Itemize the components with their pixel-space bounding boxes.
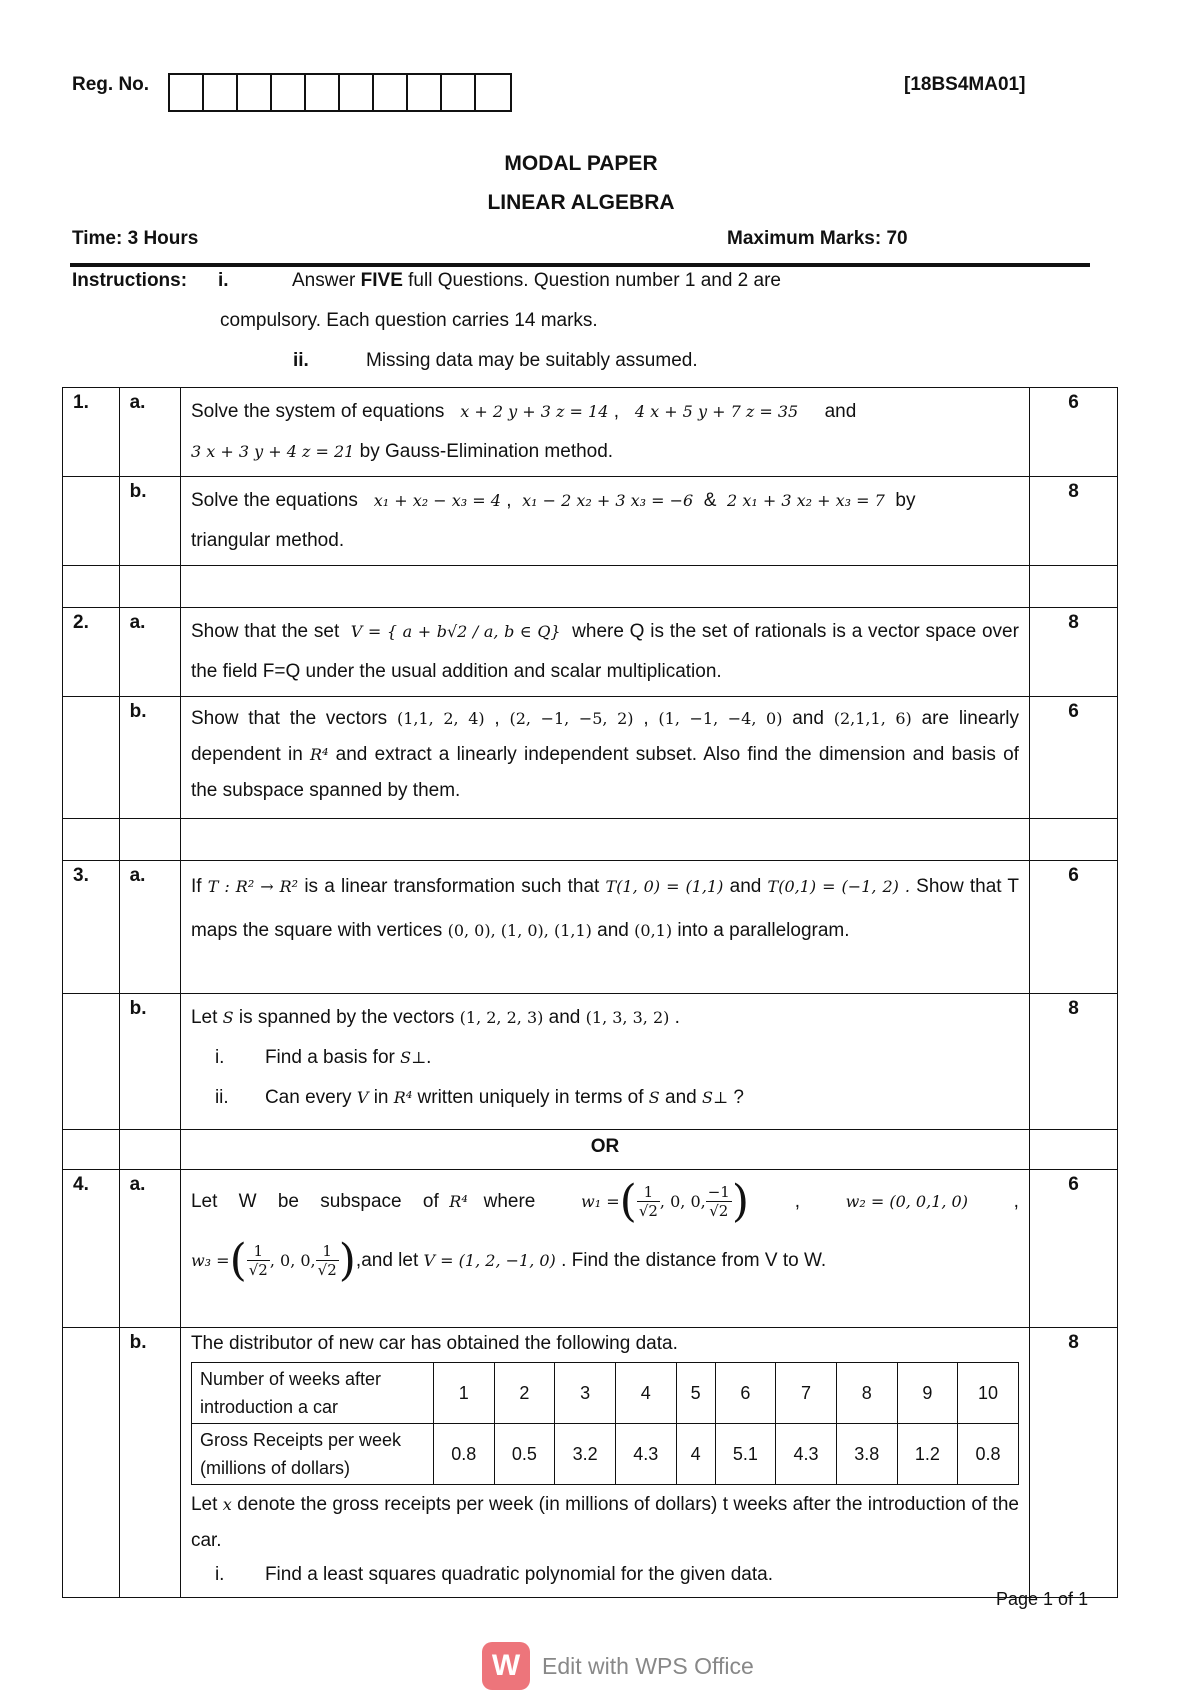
- table-row: [63, 566, 1118, 608]
- table-cell: 3: [555, 1363, 616, 1424]
- question-1b-text: Solve the equations x₁ + x₂ − x₃ = 4 , x₁ − 2 x₂ + 3 x₃ = −6 & 2 x₁ + 3 x₂ + x₃ = 7 by triangular method.: [180, 477, 1029, 566]
- question-4a-text: Let W be subspace of R⁴ where w₁ = ( $\frac{1}{√2}$ , 0, 0, $\frac{-1}{√2}$ ) , w₂ = (0, 0,1, 0) , w₃ = ( $\frac{1}{√2}$ , 0, 0, $\frac{1}{√2}$ ) ,and let V = (1, 2, −1, 0) . Find the distance from V to W.: [180, 1170, 1029, 1328]
- table-row: [63, 994, 1118, 1130]
- table-row: [63, 819, 1118, 861]
- list-item: i. Find a least squares quadratic polynomial for the given data.: [214, 1564, 773, 1585]
- question-number: 3.: [63, 861, 120, 994]
- paper-title: MODAL PAPER: [504, 152, 658, 175]
- table-cell: 6: [715, 1363, 776, 1424]
- row-header: Number of weeks after introduction a car: [191, 1363, 433, 1424]
- table-cell: 0.5: [494, 1424, 555, 1485]
- page-number: Page 1 of 1: [996, 1589, 1089, 1609]
- question-marks: 8: [1029, 608, 1117, 697]
- wps-logo-icon: W: [482, 1642, 530, 1690]
- table-row: [63, 1170, 1118, 1328]
- reg-no-digit-box[interactable]: [340, 75, 374, 110]
- questions-table: [62, 387, 1118, 1598]
- table-cell: 1: [433, 1363, 494, 1424]
- wps-watermark[interactable]: [482, 1642, 754, 1690]
- reg-no-digit-box[interactable]: [238, 75, 272, 110]
- question-part: b.: [119, 1328, 180, 1598]
- question-part: a.: [119, 1170, 180, 1328]
- table-cell: 3.8: [836, 1424, 897, 1485]
- question-part: a.: [119, 861, 180, 994]
- question-number: 4.: [63, 1170, 120, 1328]
- or-separator: OR: [180, 1130, 1029, 1170]
- question-marks: 8: [1029, 994, 1117, 1130]
- table-cell: 4.3: [615, 1424, 676, 1485]
- reg-no-boxes[interactable]: [168, 73, 512, 112]
- wps-edit-link: Edit with WPS Office: [542, 1652, 754, 1679]
- question-number: 2.: [63, 608, 120, 697]
- table-row: [63, 388, 1118, 477]
- table-cell: 7: [776, 1363, 837, 1424]
- table-cell: 4: [615, 1363, 676, 1424]
- question-part: a.: [119, 608, 180, 697]
- instruction-i-number: i.: [218, 270, 229, 291]
- table-cell: 0.8: [433, 1424, 494, 1485]
- reg-no-label: Reg. No.: [72, 74, 150, 95]
- table-cell: 8: [836, 1363, 897, 1424]
- table-cell: 5: [676, 1363, 715, 1424]
- reg-no-digit-box[interactable]: [374, 75, 408, 110]
- table-cell: 0.8: [958, 1424, 1019, 1485]
- table-cell: 10: [958, 1363, 1019, 1424]
- reg-no-digit-box[interactable]: [306, 75, 340, 110]
- question-3b-text: Let S is spanned by the vectors (1, 2, 2, 3) and (1, 3, 3, 2) . i. Find a basis for S⊥. ii. Can every V in R⁴ written uniquely in terms of S and S⊥ ?: [180, 994, 1029, 1130]
- list-item: ii. Can every V in R⁴ written uniquely in terms of S and S⊥ ?: [214, 1087, 744, 1108]
- reg-no-digit-box[interactable]: [442, 75, 476, 110]
- question-marks: 6: [1029, 697, 1117, 819]
- question-marks: 6: [1029, 1170, 1117, 1328]
- table-row: [63, 477, 1118, 566]
- question-marks: 8: [1029, 477, 1117, 566]
- table-row: [63, 1328, 1118, 1598]
- instruction-i-text: Answer FIVE full Questions. Question number 1 and 2 are: [292, 270, 781, 291]
- table-row: [63, 1130, 1118, 1170]
- table-row: [63, 608, 1118, 697]
- table-cell: 4.3: [776, 1424, 837, 1485]
- question-2b-text: Show that the vectors (1,1, 2, 4) , (2, −1, −5, 2) , (1, −1, −4, 0) and (2,1,1, 6) are linearly dependent in R⁴ and extract a linearly independent subset. Also find the dimension and basis of the subspace spanned by them.: [180, 697, 1029, 819]
- table-cell: 1.2: [897, 1424, 958, 1485]
- table-cell: 5.1: [715, 1424, 776, 1485]
- reg-no-digit-box[interactable]: [204, 75, 238, 110]
- data-table: [191, 1362, 1019, 1485]
- reg-no-digit-box[interactable]: [170, 75, 204, 110]
- max-marks-label: Maximum Marks: 70: [727, 228, 908, 249]
- reg-no-digit-box[interactable]: [408, 75, 442, 110]
- question-part: a.: [119, 388, 180, 477]
- question-4b-intro: The distributor of new car has obtained the following data.: [190, 1333, 678, 1354]
- instruction-ii-number: ii.: [293, 350, 309, 371]
- list-item: i. Find a basis for S⊥.: [214, 1047, 432, 1068]
- question-2a-text: Show that the set V = { a + b√2 / a, b ∈ Q} where Q is the set of rationals is a vector space over the field F=Q under the usual addition and scalar multiplication.: [180, 608, 1029, 697]
- row-header: Gross Receipts per week (millions of dollars): [191, 1424, 433, 1485]
- subject-title: LINEAR ALGEBRA: [487, 191, 675, 214]
- table-cell: 3.2: [555, 1424, 616, 1485]
- time-label: Time: 3 Hours: [72, 228, 199, 249]
- table-row: [63, 697, 1118, 819]
- table-cell: 2: [494, 1363, 555, 1424]
- question-3a-text: If T : R² → R² is a linear transformation such that T(1, 0) = (1,1) and T(0,1) = (−1, 2) . Show that T maps the square with vertices (0, 0), (1, 0), (1,1) and (0,1) into a parallelogram.: [180, 861, 1029, 994]
- instruction-ii-text: Missing data may be suitably assumed.: [366, 350, 698, 371]
- question-1a-text: Solve the system of equations x + 2 y + 3 z = 14 , 4 x + 5 y + 7 z = 35 and 3 x + 3 y + 4 z = 21 by Gauss-Elimination method.: [180, 388, 1029, 477]
- question-part: b.: [119, 994, 180, 1130]
- course-code: [18BS4MA01]: [904, 74, 1026, 95]
- question-number: 1.: [63, 388, 120, 477]
- header-divider: [70, 263, 1090, 267]
- table-cell: 9: [897, 1363, 958, 1424]
- table-row: [63, 861, 1118, 994]
- question-part: b.: [119, 697, 180, 819]
- reg-no-digit-box[interactable]: [476, 75, 510, 110]
- question-marks: 6: [1029, 388, 1117, 477]
- table-row: [191, 1424, 1018, 1485]
- question-4b-text: The distributor of new car has obtained the following data. Number of weeks after introduction a car 1 2 3 4 5 6 7 8 9 10 Gross Receipts per week (millions of dollars) 0.8 0.5 3.2 4.3 4 5.1 4.3 3.8 1.2 0.8 Let x denote the gross receipts per week (in millions of dollars) t weeks after the introduction of the car. i. Find a least squares quadratic polynomial for the given data.: [180, 1328, 1029, 1598]
- question-marks: 6: [1029, 861, 1117, 994]
- table-row: [191, 1363, 1018, 1424]
- reg-no-digit-box[interactable]: [272, 75, 306, 110]
- table-cell: 4: [676, 1424, 715, 1485]
- instructions-label: Instructions:: [72, 270, 188, 291]
- instruction-i-continued: compulsory. Each question carries 14 marks.: [220, 310, 598, 331]
- question-part: b.: [119, 477, 180, 566]
- question-marks: 8: [1029, 1328, 1117, 1598]
